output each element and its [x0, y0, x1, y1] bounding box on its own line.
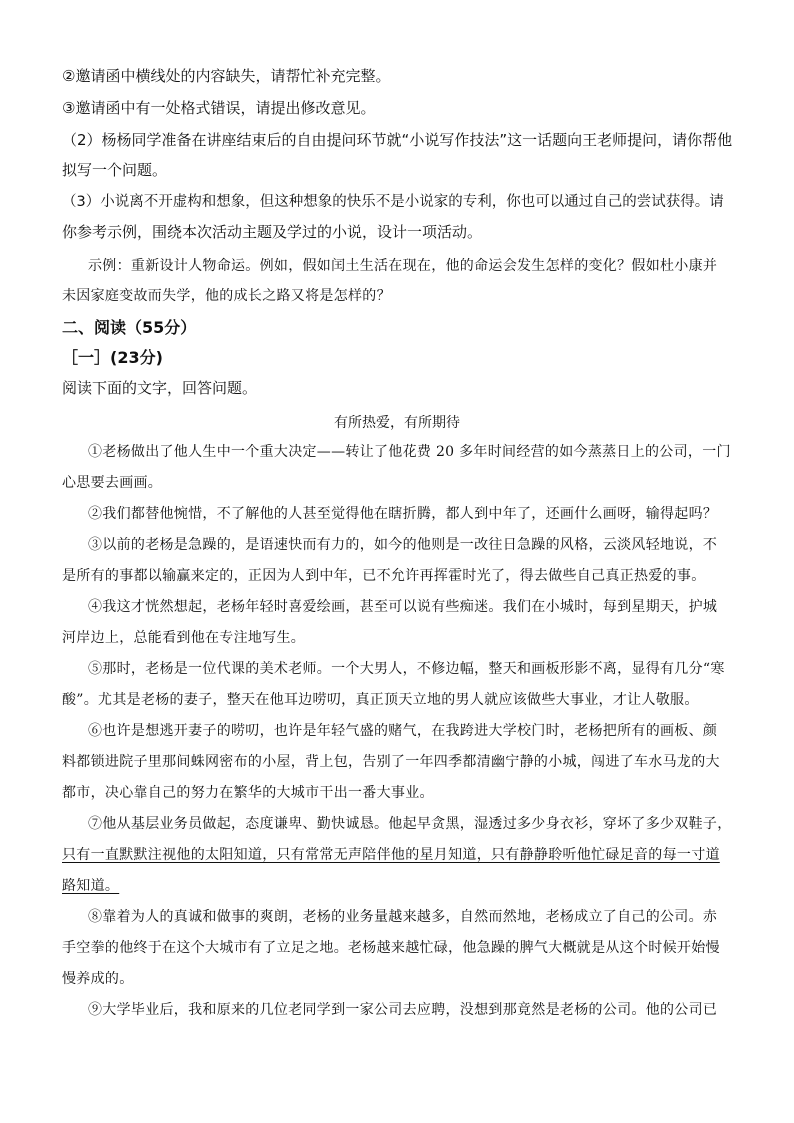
question-2-line-2: 拟写一个问题。 [62, 161, 168, 179]
paragraph-1-line-1: ①老杨做出了他人生中一个重大决定——转让了他花费 20 多年时间经营的如今蒸蒸日上的公司，一门 [88, 444, 731, 460]
paragraph-6-line-3: 都市，决心靠自己的努力在繁华的大城市干出一番大事业。 [62, 785, 434, 801]
paragraph-6-line-2: 料都锁进院子里那间蛛网密布的小屋，背上包，告别了一年四季都清幽宁静的小城，闯进了车水马龙的大 [62, 754, 720, 770]
paragraph-8-line-3: 慢养成的。 [62, 971, 134, 987]
paragraph-8-line-2: 手空拳的他终于在这个大城市有了立足之地。老杨越来越忙碌，他急躁的脾气大概就是从这个时候开始慢 [62, 940, 720, 956]
section-title: 二、阅读（55分） [62, 318, 197, 337]
example-line-2: 未因家庭变故而失学，他的成长之路又将是怎样的？ [62, 288, 391, 304]
question-2-line-1: （2）杨杨同学准备在讲座结束后的自由提问环节就“小说写作技法”这一话题向王老师提问，请你帮他 [62, 131, 733, 149]
paragraph-4-line-1: ④我这才恍然想起，老杨年轻时喜爱绘画，甚至可以说有些痴迷。我们在小城时，每到星期天，护城 [88, 599, 718, 615]
paragraph-3-line-2: 是所有的事都以输赢来定的，正因为人到中年，已不允许再挥霍时光了，得去做些自己真正热爱的事。 [62, 568, 706, 584]
part-title: ［一］(23分) [62, 348, 163, 367]
paragraph-7-line-1: ⑦他从基层业务员做起，态度谦卑、勤快诚恳。他起早贪黑，湿透过多少身衣衫，穿坏了多少双鞋子， [88, 816, 732, 832]
paragraph-4-line-2: 河岸边上，总能看到他在专注地写生。 [62, 630, 306, 646]
question-3-line-1: （3）小说离不开虚构和想象，但这种想象的快乐不是小说家的专利，你也可以通过自己的尝试获得。请 [62, 194, 724, 210]
paragraph-6-line-1: ⑥也许是想逃开妻子的唠叨，也许是年轻气盛的赌气，在我跨进大学校门时，老杨把所有的画板、颜 [88, 723, 718, 739]
paragraph-2: ②我们都替他惋惜，不了解他的人甚至觉得他在瞎折腾，都人到中年了，还画什么画呀，输得起吗？ [88, 506, 718, 522]
question-item-3: ③邀请函中有一处格式错误，请提出修改意见。 [62, 99, 376, 117]
example-line-1: 示例：重新设计人物命运。例如，假如闰土生活在现在，他的命运会发生怎样的变化？假如杜小康并 [88, 258, 718, 274]
question-3-line-2: 你参考示例，围绕本次活动主题及学过的小说，设计一项活动。 [62, 223, 483, 241]
paragraph-5-line-1: ⑤那时，老杨是一位代课的美术老师。一个大男人，不修边幅，整天和画板形影不离，显得有几分“寒 [88, 661, 725, 677]
paragraph-1-line-2: 心思要去画画。 [62, 475, 163, 491]
paragraph-8-line-1: ⑧靠着为人的真诚和做事的爽朗，老杨的业务量越来越多，自然而然地，老杨成立了自己的公司。赤 [88, 909, 718, 925]
instruction: 阅读下面的文字，回答问题。 [62, 379, 258, 397]
paragraph-9-line-1: ⑨大学毕业后，我和原来的几位老同学到一家公司去应聘，没想到那竟然是老杨的公司。他的公司已 [88, 1002, 718, 1018]
paragraph-5-line-2: 酸”。尤其是老杨的妻子，整天在他耳边唠叨，真正顶天立地的男人就应该做些大事业，才让人敬服。 [62, 692, 699, 708]
paragraph-3-line-1: ③以前的老杨是急躁的，是语速快而有力的，如今的他则是一改往日急躁的风格，云淡风轻地说，不 [88, 537, 718, 553]
article-title: 有所热爱，有所期待 [334, 415, 460, 431]
question-item-2: ②邀请函中横线处的内容缺失，请帮忙补充完整。 [62, 67, 391, 85]
paragraph-7-underlined-line-3: 路知道。 [62, 878, 120, 894]
paragraph-7-underlined-line-2: 只有一直默默注视他的太阳知道，只有常常无声陪伴他的星月知道，只有静静聆听他忙碌足音的每一寸道 [62, 847, 720, 863]
